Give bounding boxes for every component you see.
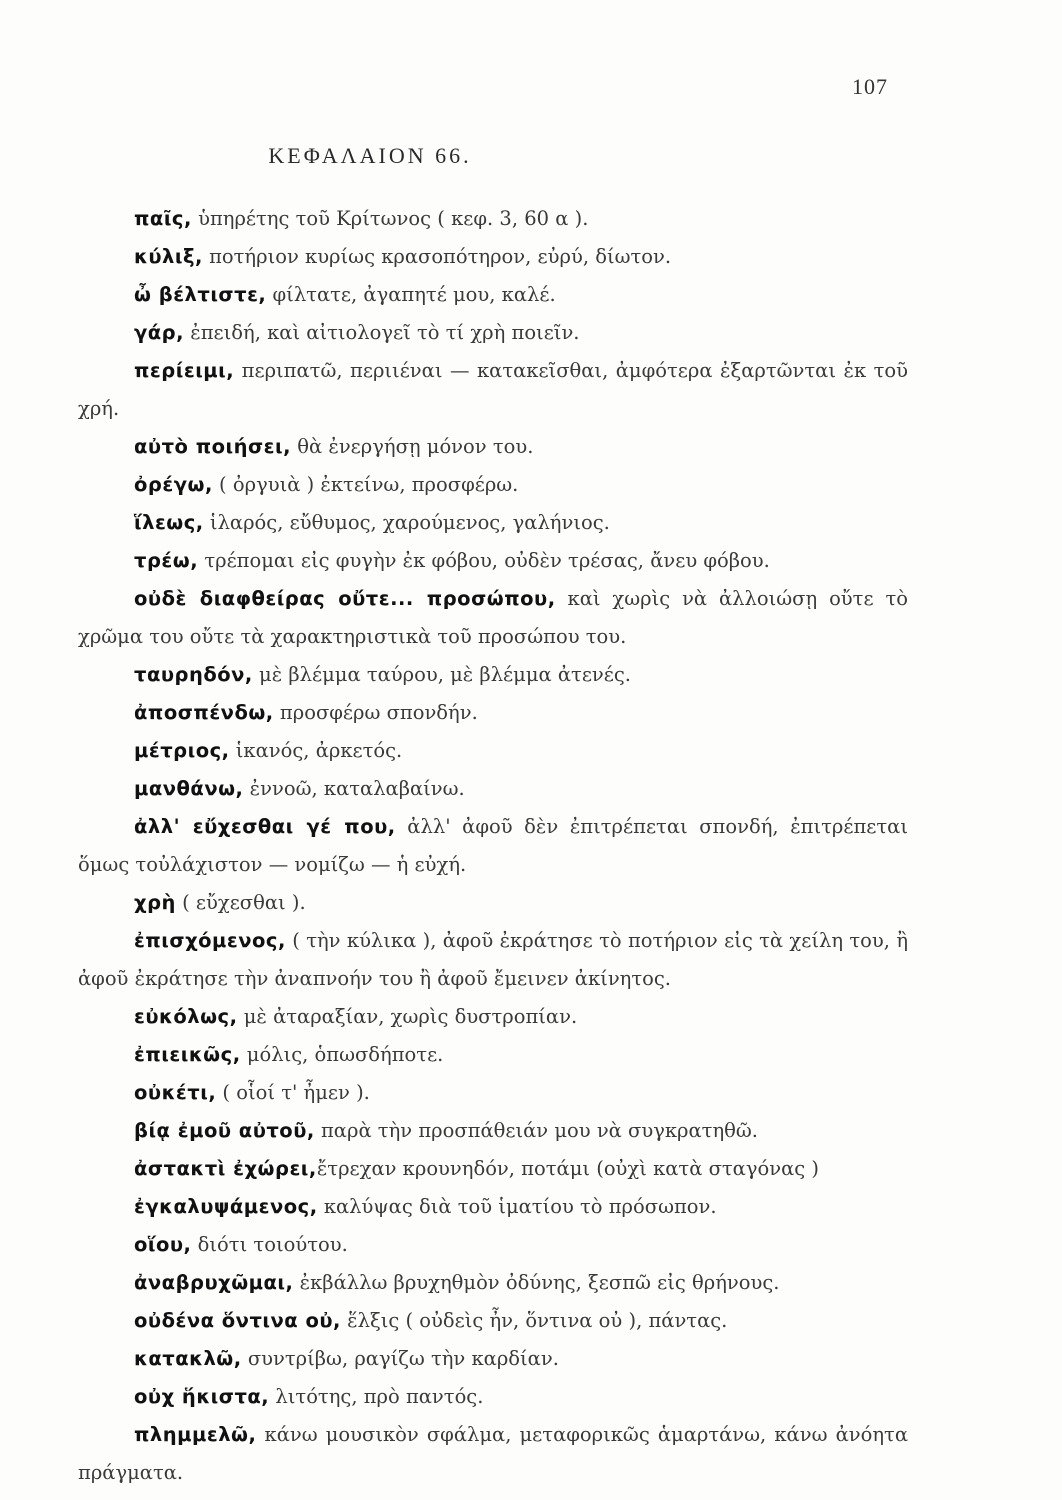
glossary-entry (78, 694, 908, 732)
glossary-entry (78, 542, 908, 580)
entry-gloss: ( τὴν κύλικα ), ἀφοῦ ἐκράτησε τὸ ποτήριον εἰς τὰ χείλη του, ἢ ἀφοῦ ἐκράτησε τὴν ἀναπνοήν του ἢ ἀφοῦ ἔμεινεν ἀκίνητος. (78, 929, 908, 990)
entry-gloss: περιπατῶ, περιιέναι — κατακεῖσθαι, ἀμφότερα ἐξαρτῶνται ἐκ τοῦ χρή. (78, 359, 908, 420)
glossary-entry (78, 1036, 908, 1074)
glossary-entry (78, 1264, 908, 1302)
chapter-title: ΚΕΦΑΛΑΙΟΝ 66. (268, 143, 472, 168)
entry-gloss: ἐπειδή, καὶ αἰτιολογεῖ τὸ τί χρὴ ποιεῖν. (184, 321, 580, 344)
entry-gloss: μόλις, ὁπωσδήποτε. (240, 1043, 444, 1066)
glossary-entry (78, 770, 908, 808)
entry-term: μέτριος, (134, 739, 230, 762)
page-number: 107 (852, 74, 888, 99)
entry-term: οἵου, (134, 1233, 192, 1256)
entry-gloss: κάνω μουσικὸν σφάλμα, μεταφορικῶς ἁμαρτάνω, κάνω ἀνόητα πράγματα. (78, 1423, 908, 1484)
entry-term: ἵλεως, (134, 511, 204, 534)
entry-gloss: καὶ χωρὶς νὰ ἀλλοιώσῃ οὔτε τὸ χρῶμα του οὔτε τὰ χαρακτηριστικὰ τοῦ προσώπου του. (78, 587, 908, 648)
glossary-entry (78, 504, 908, 542)
entry-term: οὐχ ἥκιστα, (134, 1385, 270, 1408)
glossary-entries (78, 200, 908, 1492)
entry-gloss: καλύψας διὰ τοῦ ἱματίου τὸ πρόσωπον. (317, 1195, 717, 1218)
entry-term: τρέω, (134, 549, 199, 572)
entry-term: πλημμελῶ, (134, 1423, 257, 1446)
entry-term: κύλιξ, (134, 245, 203, 268)
entry-term: αὐτὸ ποιήσει, (134, 435, 292, 458)
entry-gloss: ἱκανός, ἀρκετός. (229, 739, 403, 762)
entry-gloss: ἕλξις ( οὐδεὶς ἦν, ὅντινα οὐ ), πάντας. (340, 1309, 728, 1332)
glossary-entry (78, 1112, 908, 1150)
glossary-entry (78, 922, 908, 998)
entry-term: οὐδένα ὅντινα οὐ, (134, 1309, 341, 1332)
glossary-entry (78, 238, 908, 276)
glossary-entry (78, 200, 908, 238)
entry-gloss: θὰ ἐνεργήσῃ μόνον του. (291, 435, 534, 458)
entry-term: οὐδὲ διαφθείρας οὔτε... προσώπου, (134, 587, 556, 610)
entry-gloss: διότι τοιούτου. (191, 1233, 348, 1256)
entry-term: οὐκέτι, (134, 1081, 217, 1104)
entry-term: ὦ βέλτιστε, (134, 283, 267, 306)
entry-gloss: μὲ ἀταραξίαν, χωρὶς δυστροπίαν. (237, 1005, 578, 1028)
entry-gloss: ἔτρεχαν κρουνηδόν, ποτάμι (οὐχὶ κατὰ σταγόνας ) (316, 1157, 819, 1180)
entry-gloss: ἀλλ' ἀφοῦ δὲν ἐπιτρέπεται σπονδή, ἐπιτρέπεται ὅμως τοὐλάχιστον — νομίζω — ἡ εὐχή. (78, 815, 908, 876)
glossary-entry (78, 1340, 908, 1378)
glossary-entry (78, 1074, 908, 1112)
entry-gloss: ὑπηρέτης τοῦ Κρίτωνος ( κεφ. 3, 60 α ). (191, 207, 589, 230)
entry-gloss: ποτήριον κυρίως κρασοπότηρον, εὐρύ, δίωτον. (202, 245, 672, 268)
glossary-entry (78, 808, 908, 884)
entry-gloss: μὲ βλέμμα ταύρου, μὲ βλέμμα ἀτενές. (252, 663, 632, 686)
entry-term: εὐκόλως, (134, 1005, 238, 1028)
entry-gloss: ἱλαρός, εὔθυμος, χαρούμενος, γαλήνιος. (203, 511, 610, 534)
entry-term: γάρ, (134, 321, 185, 344)
entry-gloss: τρέπομαι εἰς φυγὴν ἐκ φόβου, οὐδὲν τρέσας, ἄνευ φόβου. (198, 549, 770, 572)
glossary-entry (78, 1416, 908, 1492)
entry-gloss: συντρίβω, ραγίζω τὴν καρδίαν. (241, 1347, 559, 1370)
entry-term: περίειμι, (134, 359, 235, 382)
entry-gloss: φίλτατε, ἀγαπητέ μου, καλέ. (266, 283, 556, 306)
entry-term: ἀποσπένδω, (134, 701, 274, 724)
glossary-entry (78, 466, 908, 504)
entry-gloss: ἐννοῶ, καταλαβαίνω. (243, 777, 465, 800)
glossary-entry (78, 428, 908, 466)
glossary-entry (78, 1226, 908, 1264)
entry-term: χρὴ (134, 891, 176, 914)
entry-term: ταυρηδόν, (134, 663, 253, 686)
glossary-entry (78, 1188, 908, 1226)
entry-term: μανθάνω, (134, 777, 244, 800)
glossary-entry (78, 580, 908, 656)
entry-term: ἐγκαλυψάμενος, (134, 1195, 318, 1218)
entry-gloss: ( ὀργυιὰ ) ἐκτείνω, προσφέρω. (212, 473, 519, 496)
glossary-entry (78, 732, 908, 770)
entry-term: ἐπιεικῶς, (134, 1043, 241, 1066)
glossary-entry (78, 884, 908, 922)
glossary-entry (78, 1302, 908, 1340)
glossary-entry (78, 1150, 908, 1188)
entry-term: ἀλλ' εὔχεσθαι γέ που, (134, 815, 396, 838)
entry-gloss: παρὰ τὴν προσπάθειάν μου νὰ συγκρατηθῶ. (314, 1119, 758, 1142)
entry-term: παῖς, (134, 207, 192, 230)
entry-term: ἀναβρυχῶμαι, (134, 1271, 294, 1294)
entry-gloss: προσφέρω σπονδήν. (273, 701, 478, 724)
entry-gloss: ( οἷοί τ' ἦμεν ). (216, 1081, 370, 1104)
glossary-entry (78, 1378, 908, 1416)
entry-term: κατακλῶ, (134, 1347, 242, 1370)
entry-term: ἀστακτὶ ἐχώρει, (134, 1157, 317, 1180)
glossary-entry (78, 656, 908, 694)
glossary-entry (78, 998, 908, 1036)
entry-gloss: λιτότης, πρὸ παντός. (269, 1385, 484, 1408)
glossary-entry (78, 276, 908, 314)
entry-term: ὀρέγω, (134, 473, 213, 496)
glossary-entry (78, 352, 908, 428)
entry-term: ἐπισχόμενος, (134, 929, 286, 952)
glossary-entry (78, 314, 908, 352)
entry-gloss: ( εὔχεσθαι ). (175, 891, 306, 914)
entry-term: βίᾳ ἐμοῦ αὐτοῦ, (134, 1119, 315, 1142)
entry-gloss: ἐκβάλλω βρυχηθμὸν ὀδύνης, ξεσπῶ εἰς θρήνους. (293, 1271, 780, 1294)
